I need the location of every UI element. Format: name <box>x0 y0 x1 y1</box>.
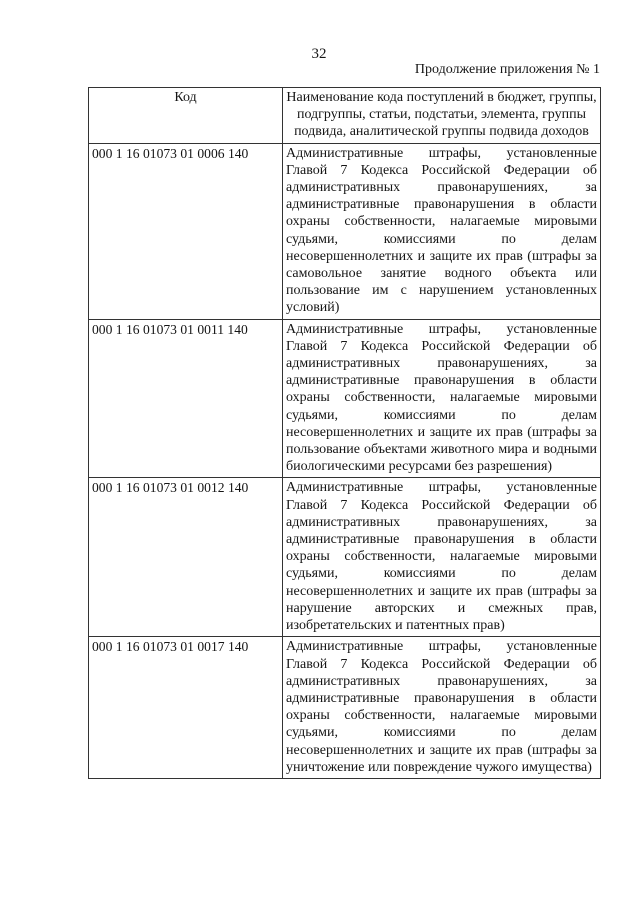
code-cell: 000 1 16 01073 01 0017 140 <box>89 637 283 779</box>
code-cell: 000 1 16 01073 01 0011 140 <box>89 319 283 478</box>
table-row <box>89 143 601 319</box>
income-codes-table <box>88 87 601 779</box>
header-name: Наименование кода поступлений в бюджет, группы, подгруппы, статьи, подстатьи, элемента, группы подвида, аналитической группы подвида доходов <box>283 88 601 144</box>
page-number: 32 <box>311 46 327 62</box>
table-row <box>89 319 601 478</box>
table-header-row <box>89 88 601 144</box>
code-cell: 000 1 16 01073 01 0012 140 <box>89 478 283 637</box>
description-cell: Административные штрафы, установленные Главой 7 Кодекса Российской Федерации об административных правонарушениях, за административные правонарушения в области охраны собственности, налагаемые мировыми судьями, комиссиями по делам несовершеннолетних и защите их прав (штрафы за пользование объектами животного мира и водными биологическими ресурсами без разрешения) <box>283 319 601 478</box>
appendix-continuation-note: Продолжение приложения № 1 <box>414 62 600 77</box>
description-cell: Административные штрафы, установленные Главой 7 Кодекса Российской Федерации об административных правонарушениях, за административные правонарушения в области охраны собственности, налагаемые мировыми судьями, комиссиями по делам несовершеннолетних и защите их прав (штрафы за самовольное занятие водного объекта или пользование им с нарушением установленных условий) <box>283 143 601 319</box>
description-cell: Административные штрафы, установленные Главой 7 Кодекса Российской Федерации об административных правонарушениях, за административные правонарушения в области охраны собственности, налагаемые мировыми судьями, комиссиями по делам несовершеннолетних и защите их прав (штрафы за уничтожение или повреждение чужого имущества) <box>283 637 601 779</box>
code-cell: 000 1 16 01073 01 0006 140 <box>89 143 283 319</box>
description-cell: Административные штрафы, установленные Главой 7 Кодекса Российской Федерации об административных правонарушениях, за административные правонарушения в области охраны собственности, налагаемые мировыми судьями, комиссиями по делам несовершеннолетних и защите их прав (штрафы за нарушение авторских и смежных прав, изобретательских и патентных прав) <box>283 478 601 637</box>
header-code: Код <box>89 88 283 144</box>
table-row <box>89 637 601 779</box>
table-row <box>89 478 601 637</box>
